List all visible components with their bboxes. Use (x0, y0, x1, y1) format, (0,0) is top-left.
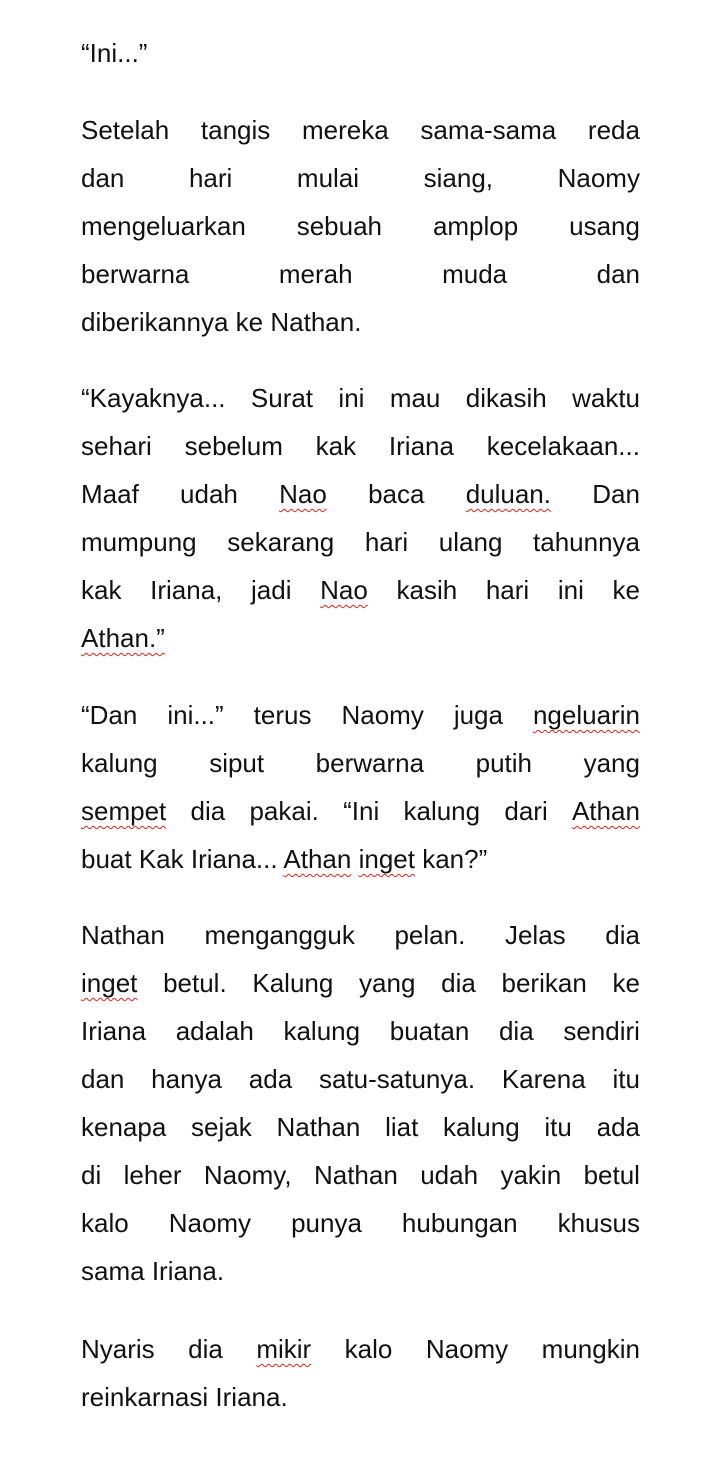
word: kalung (443, 1112, 520, 1142)
word: Iriana. (215, 1382, 288, 1412)
word: kalung (81, 748, 158, 778)
word: jadi (251, 575, 292, 605)
text-line (81, 1057, 640, 1101)
word: dari (504, 796, 548, 826)
word: hari (364, 527, 409, 557)
spellcheck-flagged-word: inget (358, 844, 415, 874)
word: Naomy (557, 163, 640, 193)
word: Naomy (168, 1208, 252, 1238)
word: Iriana (388, 431, 454, 461)
word: “Ini...” (81, 38, 148, 68)
word: ke (612, 575, 640, 605)
word: berikan (501, 968, 587, 998)
word: tangis (200, 115, 271, 145)
spellcheck-flagged-word: mikir (256, 1334, 312, 1364)
word (283, 844, 351, 874)
text-line (81, 1249, 640, 1293)
word: yang (583, 748, 640, 778)
word: Dan (592, 479, 640, 509)
word: Maaf (81, 479, 139, 509)
word: mau (389, 383, 441, 413)
word: dia (188, 1334, 223, 1364)
word: kan?” (422, 844, 488, 874)
text-line (81, 204, 640, 248)
word: dia (605, 920, 640, 950)
word: ini...” (167, 700, 224, 730)
word: di (81, 1160, 102, 1190)
word: Naomy (341, 700, 424, 730)
word: diberikannya (81, 307, 229, 337)
word: hanya (151, 1064, 223, 1094)
word: juga (453, 700, 503, 730)
word: Nathan (313, 1160, 398, 1190)
word: kalung (283, 1016, 361, 1046)
word: buatan (389, 1016, 470, 1046)
word: tahunnya (533, 527, 640, 557)
word: ini (338, 383, 365, 413)
word: waktu (572, 383, 640, 413)
text-line (81, 520, 640, 564)
word: sehari (81, 431, 152, 461)
word: Nyaris (81, 1334, 155, 1364)
text-line (81, 789, 640, 833)
text-line (81, 1105, 640, 1149)
text-line (81, 300, 640, 344)
word (320, 568, 368, 612)
spellcheck-flagged-word: Nao (320, 575, 368, 605)
word: itu (544, 1112, 572, 1142)
word: udah (180, 479, 238, 509)
text-line (81, 108, 640, 152)
word: satu-satunya. (318, 1064, 476, 1094)
word: liat (385, 1112, 419, 1142)
text-line (81, 741, 640, 785)
text-line (81, 837, 640, 881)
word: leher (123, 1160, 182, 1190)
word: sebelum (184, 431, 283, 461)
word: sekarang (227, 527, 335, 557)
text-line (81, 472, 640, 516)
text-line (81, 156, 640, 200)
word: sendiri (563, 1016, 640, 1046)
word: kak (81, 575, 122, 605)
text-line (81, 1327, 640, 1371)
spellcheck-flagged-word: ngeluarin (532, 700, 640, 730)
word: baca (368, 479, 425, 509)
word: punya (291, 1208, 362, 1238)
word: Setelah (81, 115, 170, 145)
word: mulai (296, 163, 360, 193)
word: Nathan (81, 920, 165, 950)
word: pakai. (249, 796, 319, 826)
text-line (81, 616, 640, 660)
word (572, 789, 640, 833)
word: “Dan (81, 700, 138, 730)
word: siput (209, 748, 265, 778)
text-line (81, 1201, 640, 1245)
text-line (81, 31, 640, 75)
word (359, 844, 415, 874)
word: Jelas (504, 920, 566, 950)
word: ulang (438, 527, 503, 557)
word: Kalung (252, 968, 334, 998)
word: kenapa (81, 1112, 167, 1142)
word: sebuah (296, 211, 383, 241)
word: itu (612, 1064, 640, 1094)
word: hari (188, 163, 233, 193)
word: sama-sama (420, 115, 557, 145)
word: Naomy (425, 1334, 509, 1364)
word (256, 1327, 311, 1371)
word: kalung (403, 796, 481, 826)
text-line (81, 693, 640, 737)
text-line (81, 913, 640, 957)
word (466, 472, 551, 516)
spellcheck-flagged-word: duluan. (465, 479, 551, 509)
word: kalo (81, 1208, 129, 1238)
word: Nathan (276, 1112, 361, 1142)
spellcheck-flagged-word: Athan.” (81, 623, 165, 653)
word: betul (583, 1160, 640, 1190)
word: Karena (501, 1064, 586, 1094)
word: mengangguk (204, 920, 355, 950)
word: “Kayaknya... (81, 383, 226, 413)
word: terus (253, 700, 312, 730)
word (81, 961, 137, 1005)
word: ada (248, 1064, 293, 1094)
word (533, 693, 640, 737)
word: putih (475, 748, 533, 778)
word: dikasih (465, 383, 547, 413)
word: kalo (344, 1334, 393, 1364)
word: sejak (191, 1112, 252, 1142)
text-line (81, 376, 640, 420)
word (81, 789, 166, 833)
word: dan (596, 259, 640, 289)
word: dan (81, 163, 125, 193)
word: berwarna (81, 259, 190, 289)
word: Iriana. (151, 1256, 225, 1286)
word: Iriana... (190, 844, 278, 874)
word: merah (278, 259, 353, 289)
spellcheck-flagged-word: Nao (279, 479, 327, 509)
word: kecelakaan... (486, 431, 640, 461)
word: dan (81, 1064, 125, 1094)
word: yakin (500, 1160, 562, 1190)
word: mengeluarkan (81, 211, 246, 241)
word: ini (557, 575, 584, 605)
text-line (81, 961, 640, 1005)
word: amplop (432, 211, 519, 241)
word: Surat (250, 383, 314, 413)
word: adalah (175, 1016, 254, 1046)
word: ada (596, 1112, 640, 1142)
word: ke (235, 307, 264, 337)
text-line (81, 252, 640, 296)
word: Nathan. (270, 307, 362, 337)
word: Iriana, (150, 575, 223, 605)
word: Naomy, (203, 1160, 292, 1190)
spellcheck-flagged-word: sempet (81, 796, 167, 826)
word: yang (359, 968, 416, 998)
word: mumpung (81, 527, 197, 557)
word: betul. (163, 968, 227, 998)
word: udah (420, 1160, 479, 1190)
text-line (81, 1009, 640, 1053)
word: berwarna (315, 748, 425, 778)
text-line (81, 424, 640, 468)
word: mungkin (541, 1334, 640, 1364)
word: dia (498, 1016, 534, 1046)
word: pelan. (394, 920, 466, 950)
text-line (81, 1153, 640, 1197)
word: hubungan (401, 1208, 518, 1238)
word: usang (569, 211, 640, 241)
word: sama (81, 1256, 145, 1286)
word: ke (612, 968, 640, 998)
word: dia (441, 968, 476, 998)
spellcheck-flagged-word: inget (81, 968, 138, 998)
word: muda (442, 259, 508, 289)
spellcheck-flagged-word: Athan (283, 844, 352, 874)
word: “Ini (343, 796, 380, 826)
word: dia (190, 796, 226, 826)
text-line (81, 1375, 640, 1419)
text-line (81, 568, 640, 612)
word (81, 623, 165, 653)
word: khusus (557, 1208, 640, 1238)
word: reinkarnasi (81, 1382, 209, 1412)
word: reda (587, 115, 640, 145)
word: buat (81, 844, 132, 874)
word: hari (485, 575, 530, 605)
spellcheck-flagged-word: Athan (571, 796, 640, 826)
word: kasih (396, 575, 458, 605)
word: siang, (423, 163, 494, 193)
word: kak (315, 431, 357, 461)
word: Iriana (81, 1016, 147, 1046)
word: Kak (138, 844, 184, 874)
word: mereka (301, 115, 389, 145)
word (279, 472, 327, 516)
